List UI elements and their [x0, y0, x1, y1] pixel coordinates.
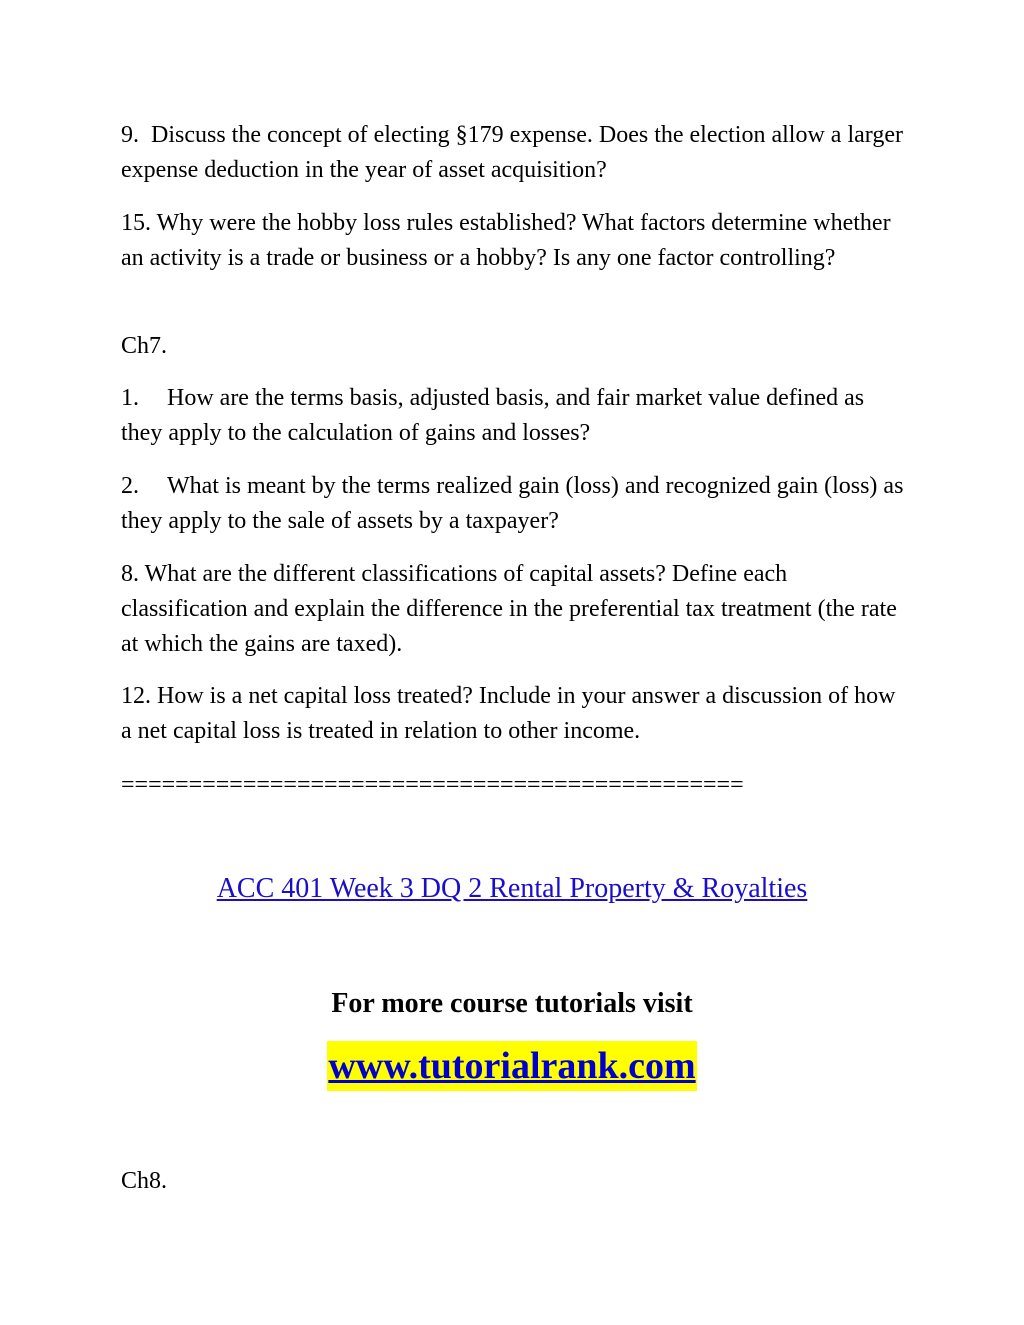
chapter-8-heading: Ch8. [121, 1168, 168, 1194]
promo-text: For more course tutorials visit [331, 988, 693, 1019]
question-text: What is meant by the terms realized gain (loss) and recognized gain (loss) as they apply to the sale of assets by a taxpayer? [121, 473, 904, 534]
site-highlight [327, 1041, 696, 1091]
ch7-question-8 [121, 557, 911, 662]
promo-line [0, 985, 1024, 1023]
course-link-line [0, 870, 1024, 908]
question-15 [121, 206, 911, 276]
question-number: 1. [121, 385, 139, 411]
question-text: What are the different classifications of capital assets? Define each classification and explain the difference in the preferential tax treatment (the rate at which the gains are taxed). [121, 561, 897, 657]
question-text: Discuss the concept of electing §179 expense. Does the election allow a larger expense deduction in the year of asset acquisition? [121, 122, 903, 183]
ch7-question-12 [121, 679, 911, 749]
chapter-7-heading: Ch7. [121, 333, 168, 359]
section-divider: ============================================== [121, 772, 744, 798]
course-link[interactable]: ACC 401 Week 3 DQ 2 Rental Property & Royalties [216, 873, 808, 904]
question-text: Why were the hobby loss rules established? What factors determine whether an activity is a trade or business or a hobby? Is any one factor controlling? [121, 210, 891, 271]
question-text: How are the terms basis, adjusted basis, and fair market value defined as they apply to the calculation of gains and losses? [121, 385, 865, 446]
site-link-line [0, 1041, 1024, 1091]
question-text: How is a net capital loss treated? Include in your answer a discussion of how a net capital loss is treated in relation to other income. [121, 683, 896, 744]
question-9 [121, 118, 911, 188]
question-number: 2. [121, 473, 139, 499]
question-number: 9. [121, 122, 139, 148]
ch7-question-2 [121, 469, 911, 539]
site-link[interactable]: www.tutorialrank.com [328, 1045, 696, 1087]
question-number: 15. [121, 210, 151, 236]
question-number: 8. [121, 561, 139, 587]
question-number: 12. [121, 683, 151, 709]
ch7-question-1 [121, 381, 911, 451]
